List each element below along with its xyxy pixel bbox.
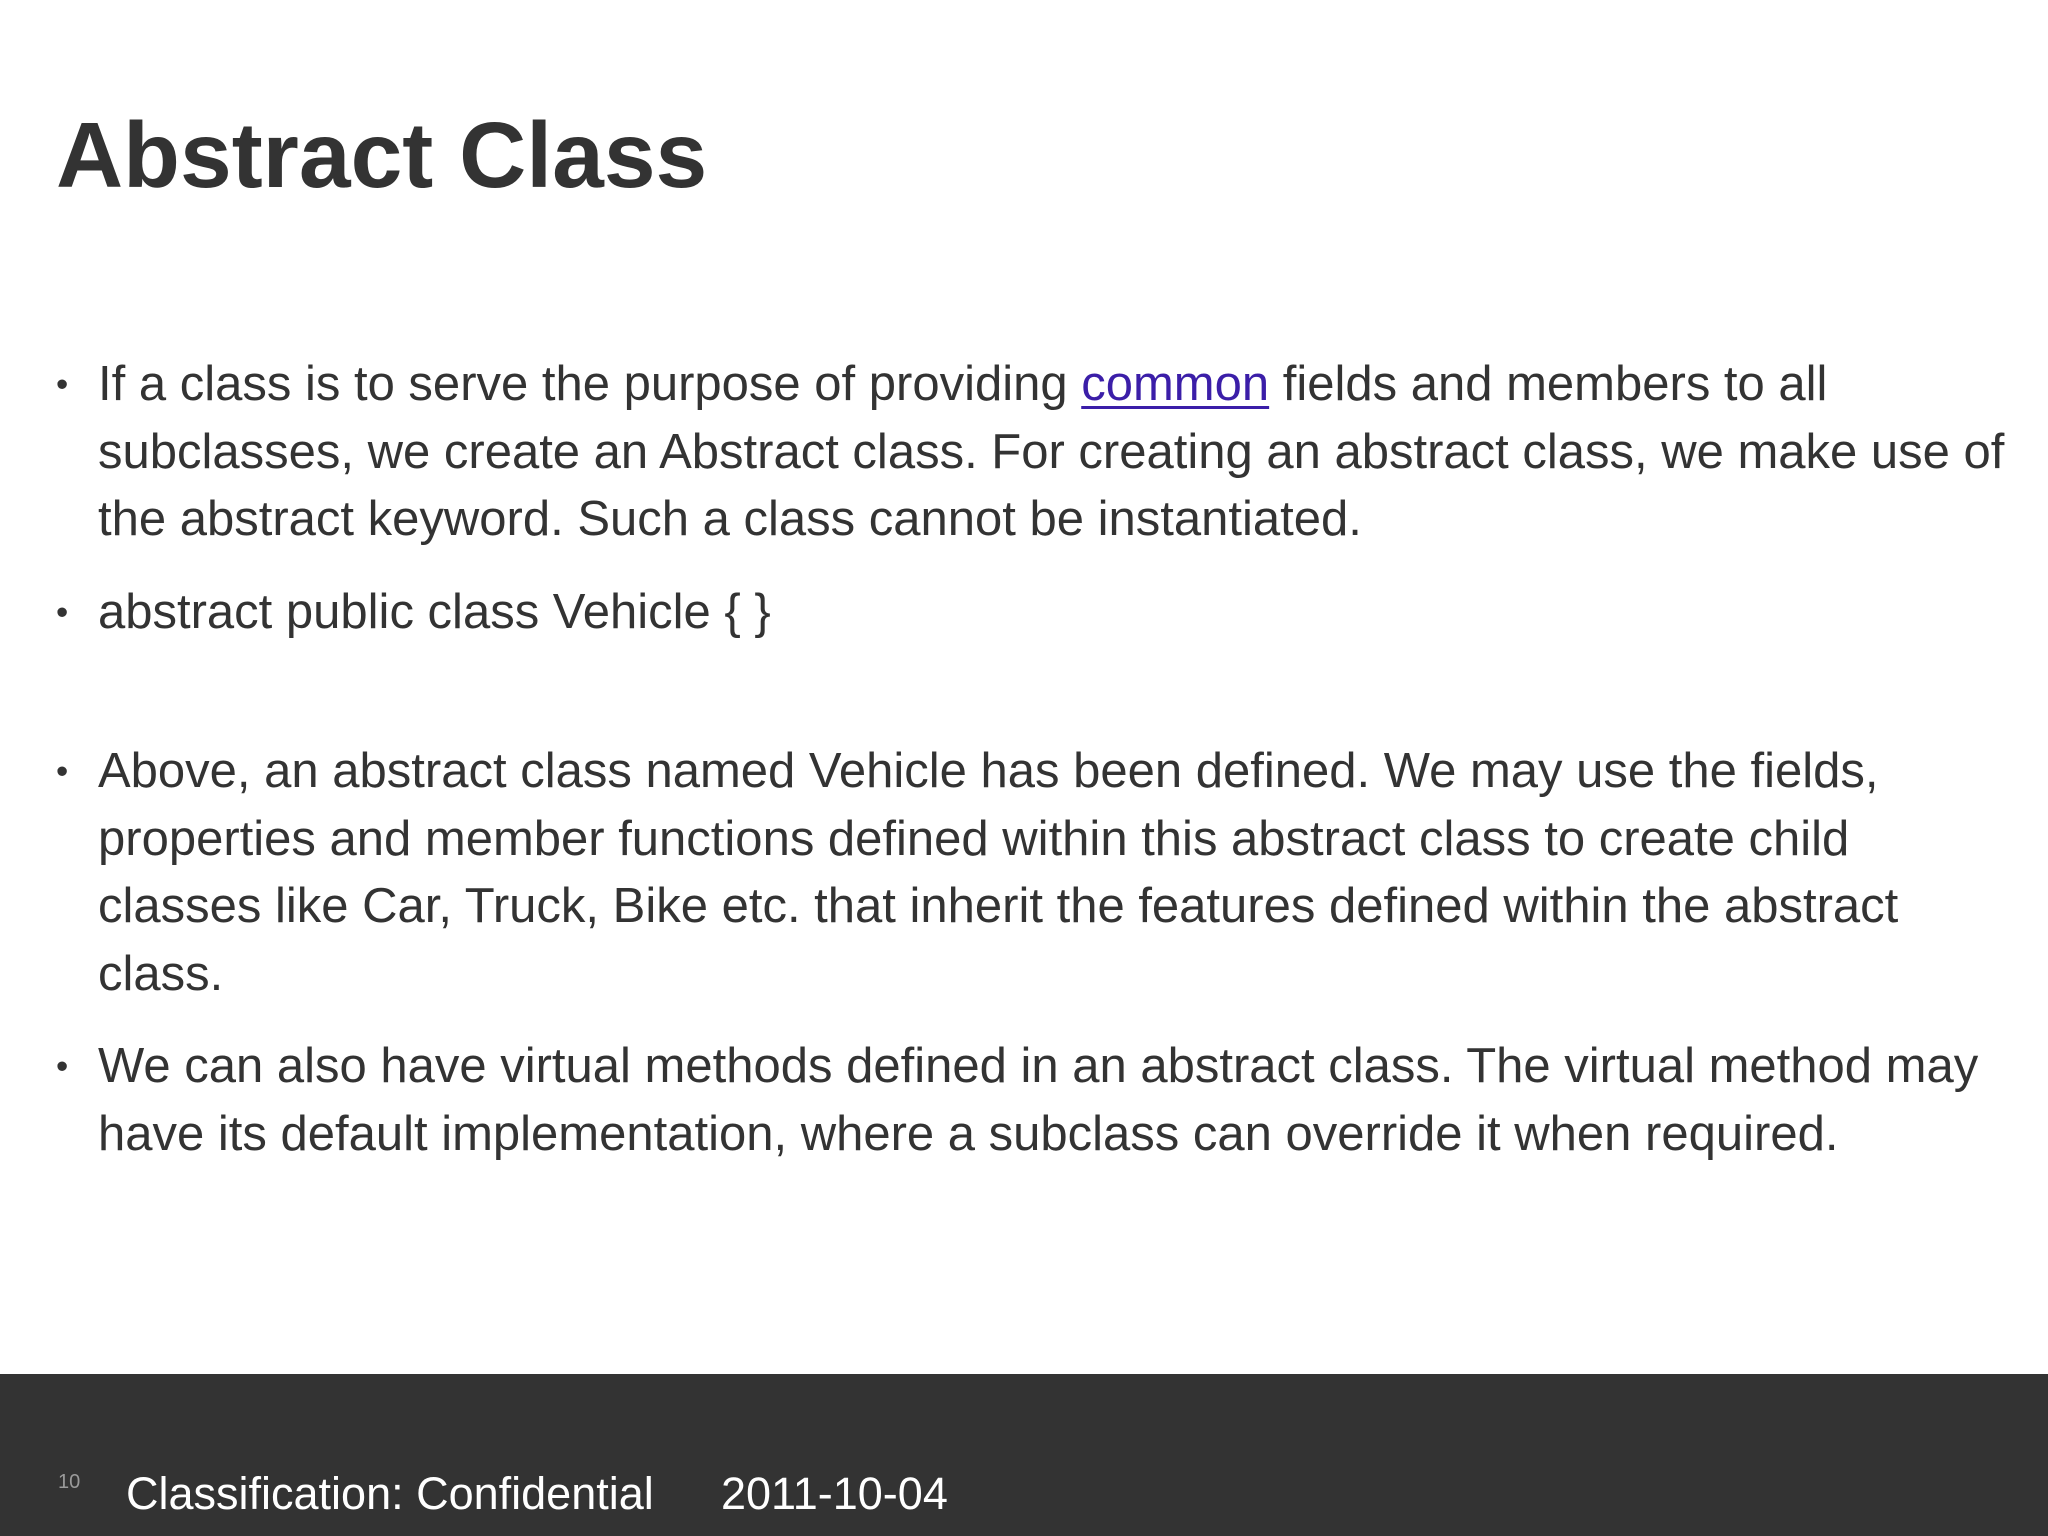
bullet-text-before-link: If a class is to serve the purpose of providing — [98, 357, 1082, 411]
bullet-text-after-link: fields and members to all subclasses, we create an Abstract class. For creating an abstract class, we make use of the abstract keyword. Such a class cannot be instantiated. — [98, 357, 2005, 546]
bullet-marker: • — [56, 592, 69, 632]
slide-title: Abstract Class — [56, 103, 708, 207]
bullet-item-3 — [56, 738, 2016, 1008]
bullet-marker: • — [56, 1047, 69, 1086]
bullet-item-2 — [56, 579, 2016, 647]
bullet-item-1 — [56, 351, 2016, 554]
bullet-text: Above, an abstract class named Vehicle has been defined. We may use the fields, properties and member functions defined within this abstract class to create child classes like Car, Truck, Bike etc. that inherit the features defined within the abstract class. — [98, 744, 1899, 1001]
bullet-text: We can also have virtual methods defined in an abstract class. The virtual method may have its default implementation, where a subclass can override it when required. — [98, 1039, 1979, 1161]
bullet-item-4 — [56, 1033, 2016, 1168]
common-link[interactable]: common — [1081, 357, 1270, 411]
bullet-marker: • — [56, 752, 69, 791]
footer-date: 2011-10-04 — [721, 1468, 948, 1519]
classification-label: Classification: Confidential — [126, 1468, 654, 1519]
bullet-text: abstract public class Vehicle { } — [98, 584, 771, 639]
bullet-list — [56, 351, 2016, 1193]
bullet-marker: • — [56, 365, 69, 404]
slide-number: 10 — [58, 1471, 81, 1493]
